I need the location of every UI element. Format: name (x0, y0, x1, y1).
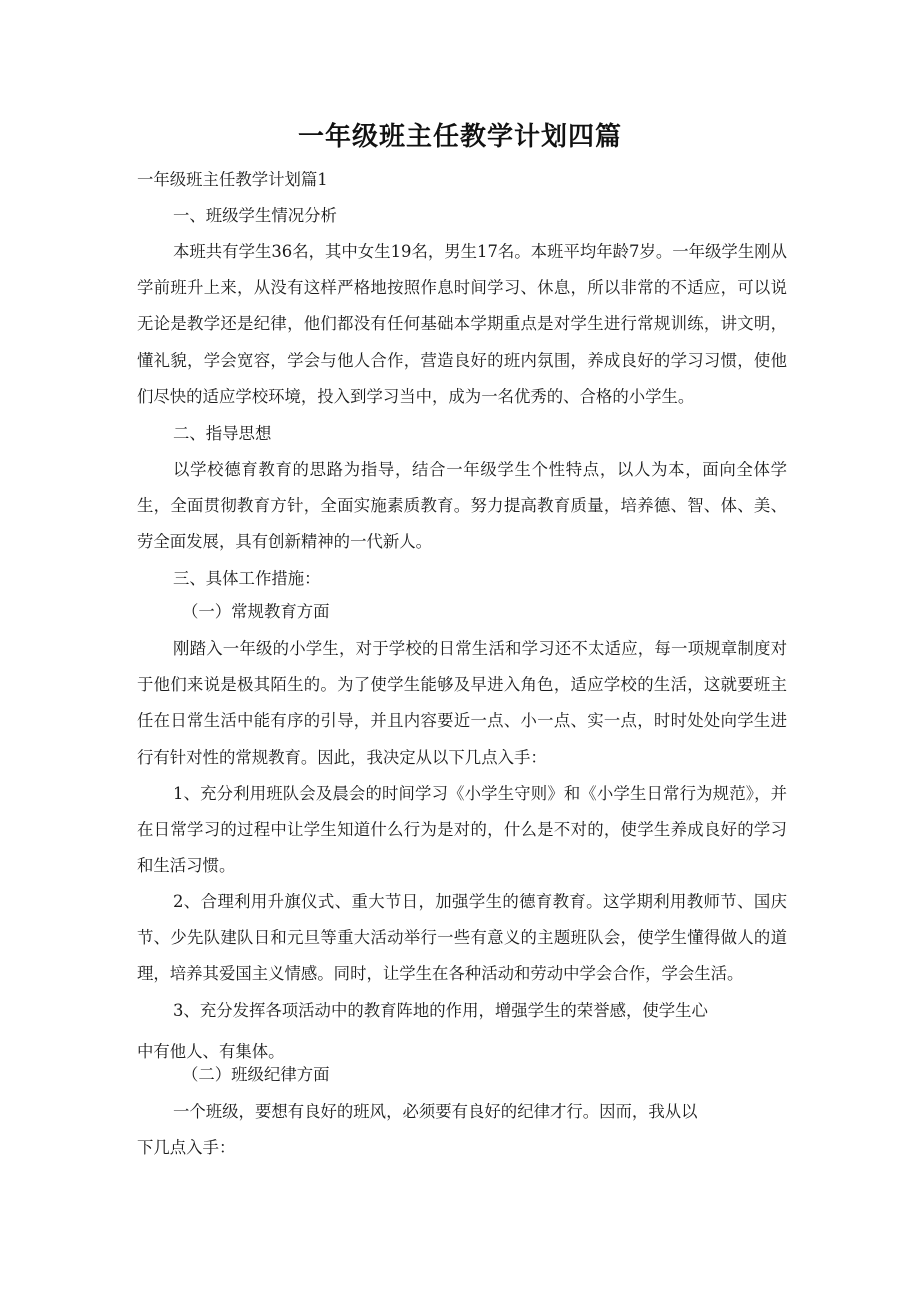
document-title: 一年级班主任教学计划四篇 (297, 122, 622, 152)
paragraph-discipline-line-1: 一个班级，要想有良好的班风，必须要有良好的纪律才行。因而，我从以 (173, 1102, 698, 1121)
list-item-1: 1、充分利用班队会及晨会的时间学习《小学生守则》和《小学生日常行为规范》，并在日常学习的过程中让学生知道什么行为是对的，什么是不对的，使学生养成良好的学习和生活习惯。 (137, 784, 787, 876)
subsection-heading-discipline: （二）班级纪律方面 (182, 1065, 330, 1084)
section-heading-analysis: 一、班级学生情况分析 (173, 206, 337, 225)
subsection-heading-routine: （一）常规教育方面 (182, 602, 330, 621)
paragraph-routine-education: 刚踏入一年级的小学生，对于学校的日常生活和学习还不太适应，每一项规章制度对于他们来说是极其陌生的。为了使学生能够及早进入角色，适应学校的生活，这就要班主任在日常生活中能有序的引导，并且内容要近一点、小一点、实一点，时时处处向学生进行有针对性的常规教育。因此，我决定从以下几点入手： (137, 639, 787, 767)
list-item-2: 2、合理利用升旗仪式、重大节日，加强学生的德育教育。这学期利用教师节、国庆节、少先队建队日和元旦等重大活动举行一些有意义的主题班队会，使学生懂得做人的道理，培养其爱国主义情感。同时，让学生在各种活动和劳动中学会合作，学会生活。 (137, 892, 787, 984)
list-item-3-line-1: 3、充分发挥各项活动中的教育阵地的作用，增强学生的荣誉感，使学生心 (173, 1001, 708, 1020)
list-item-3-line-2: 中有他人、有集体。 (137, 1042, 285, 1061)
section-heading-guiding-thought: 二、指导思想 (173, 424, 272, 443)
paragraph-guiding-thought: 以学校德育教育的思路为指导，结合一年级学生个性特点，以人为本，面向全体学生，全面贯彻教育方针，全面实施素质教育。努力提高教育质量，培养德、智、体、美、劳全面发展，具有创新精神的一代新人。 (137, 460, 787, 552)
section-heading-measures: 三、具体工作措施： (173, 569, 321, 588)
paragraph-student-analysis: 本班共有学生36名，其中女生19名，男生17名。本班平均年龄7岁。一年级学生刚从学前班升上来，从没有这样严格地按照作息时间学习、休息，所以非常的不适应，可以说无论是教学还是纪律，他们都没有任何基础本学期重点是对学生进行常规训练，讲文明，懂礼貌，学会宽容，学会与他人合作，营造良好的班内氛围，养成良好的学习习惯，使他们尽快的适应学校环境，投入到学习当中，成为一名优秀的、合格的小学生。 (137, 242, 787, 406)
document-subtitle: 一年级班主任教学计划篇1 (137, 170, 328, 189)
paragraph-discipline-line-2: 下几点入手： (137, 1138, 236, 1157)
